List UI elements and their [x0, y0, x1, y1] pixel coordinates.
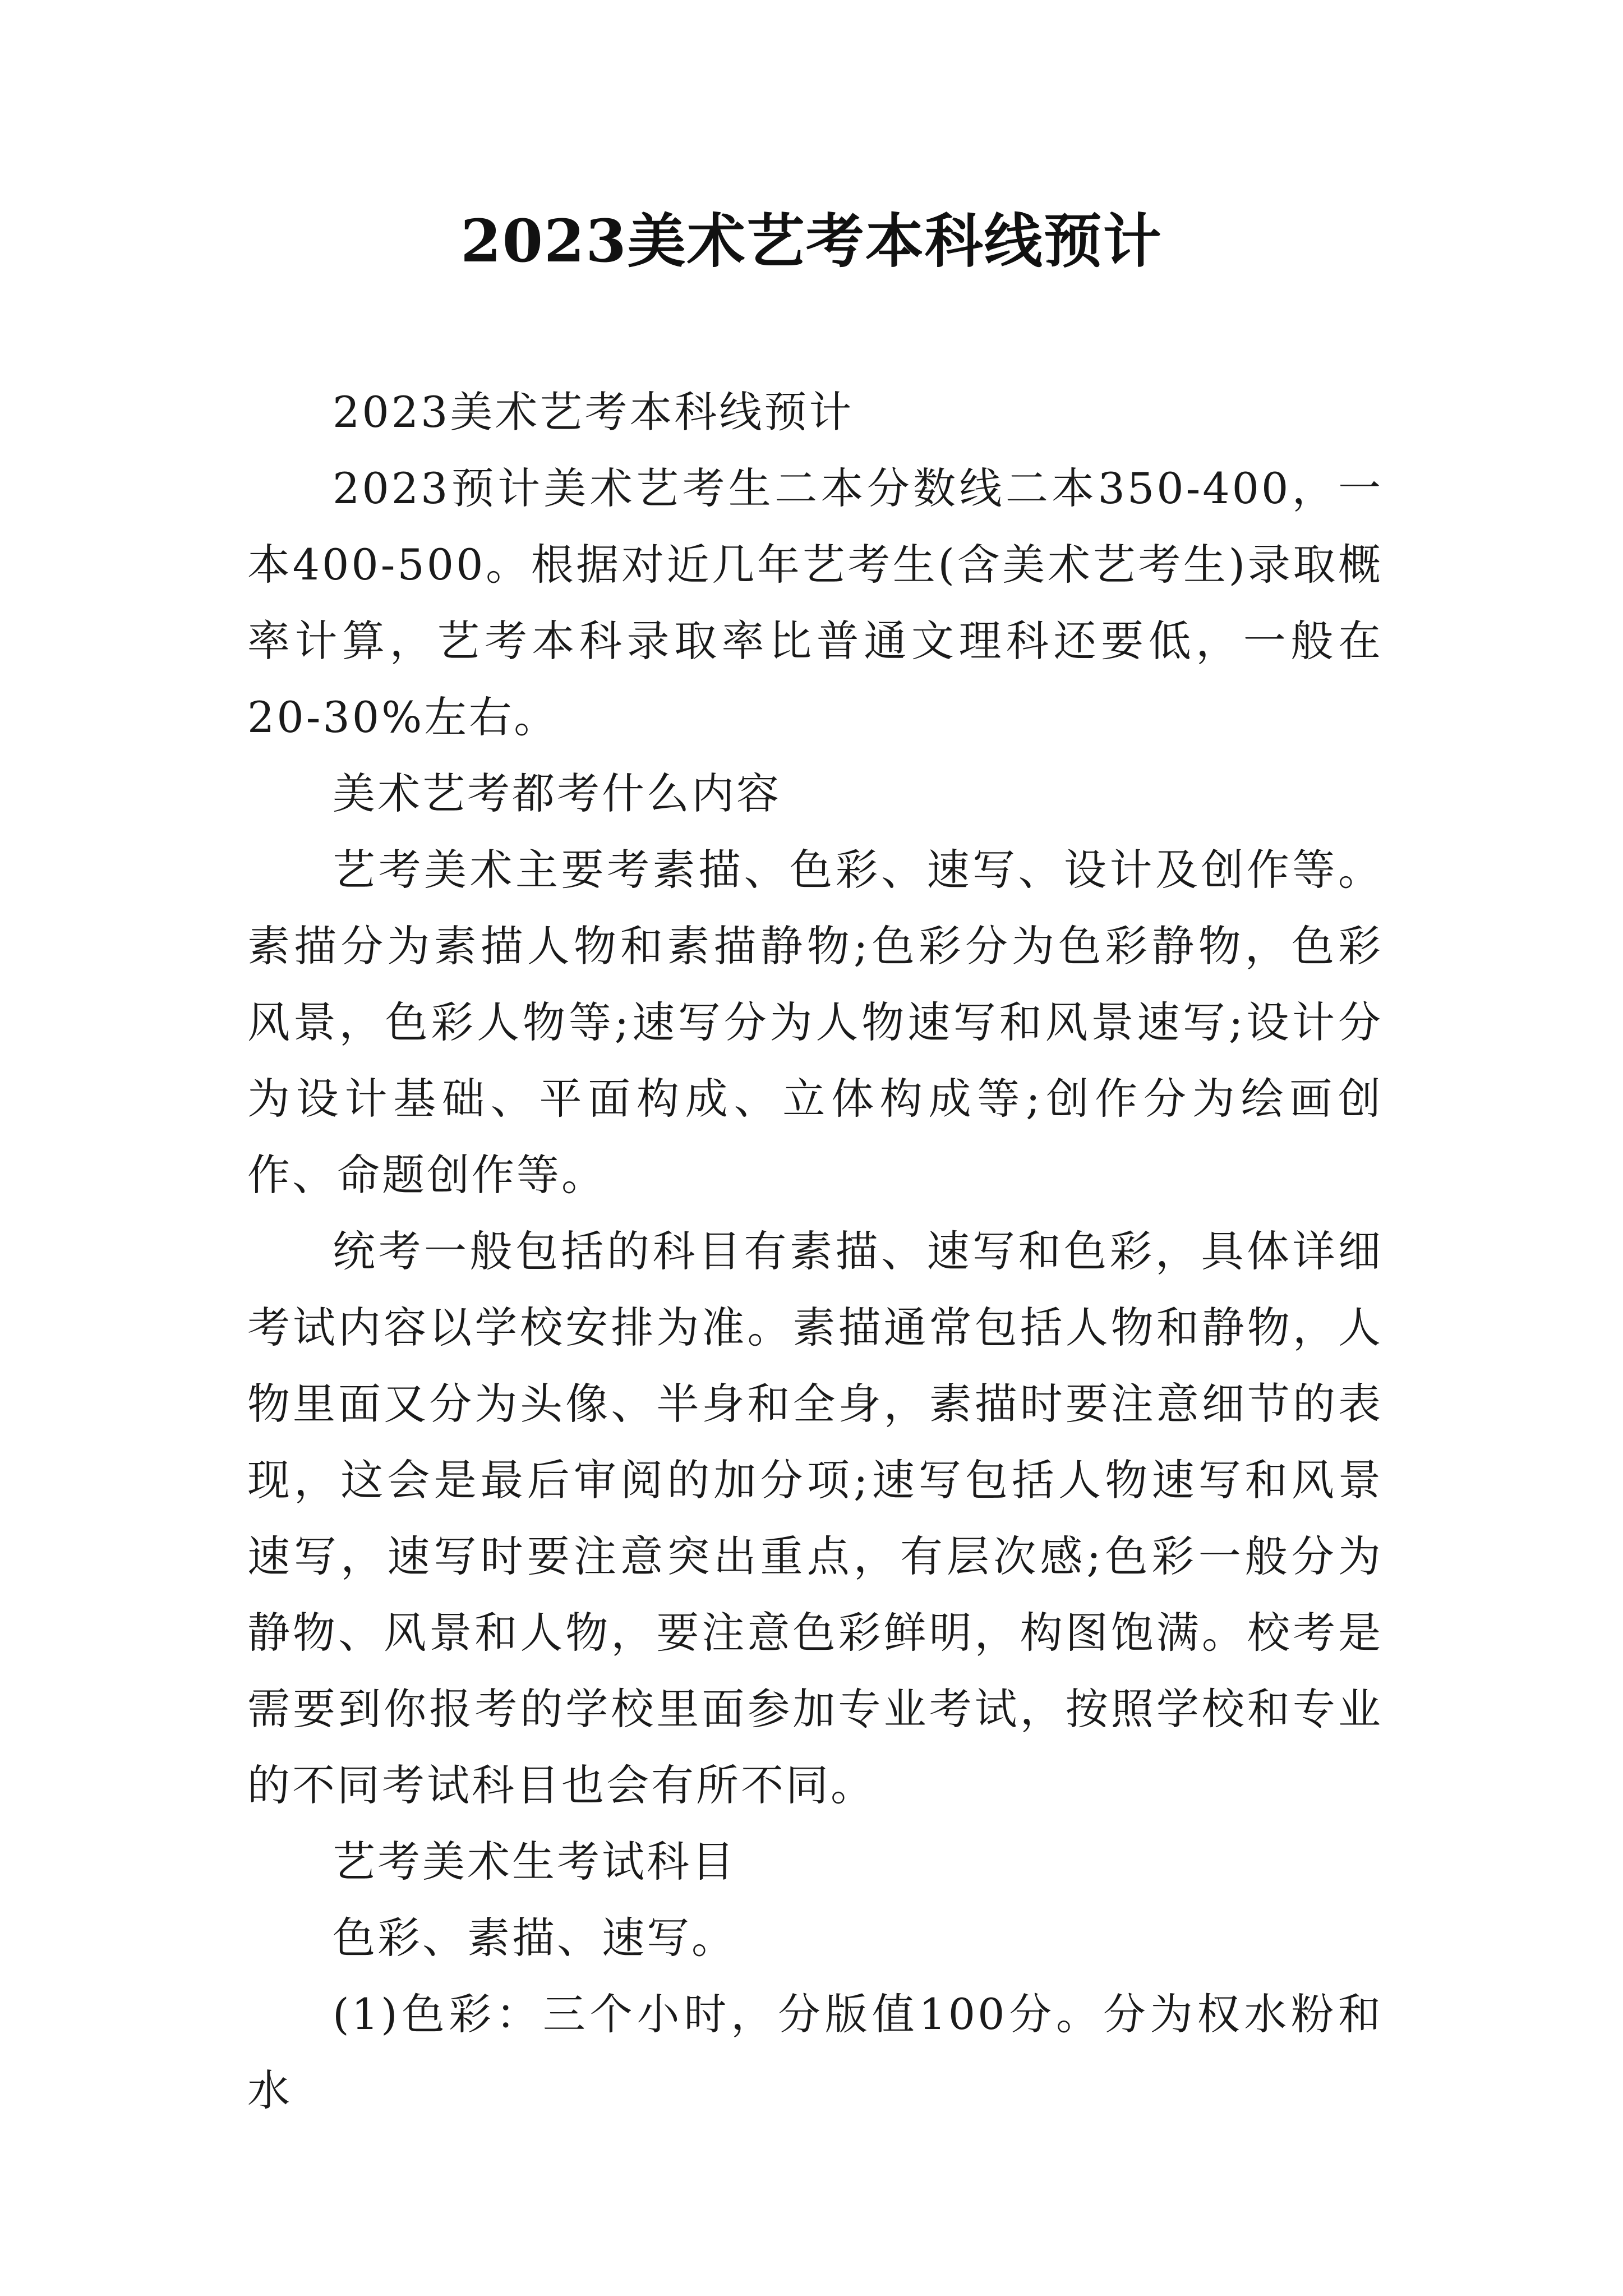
paragraph-subjects-list: 色彩、素描、速写。	[333, 1913, 736, 1963]
paragraph-color-subject: (1)色彩：三个小时，分版值100分。分为权水粉和水	[247, 1989, 1383, 2115]
paragraph-score-estimate: 2023预计美术艺考生二本分数线二本350-400，一本400-500。根据对近几年艺考生(含美术艺考生)录取概率计算，艺考本科录取率比普通文理科还要低，一般在20-30%左右。	[247, 463, 1383, 742]
paragraph-unified-exam: 统考一般包括的科目有素描、速写和色彩，具体详细考试内容以学校安排为准。素描通常包括人物和静物，人物里面又分为头像、半身和全身，素描时要注意细节的表现，这会是最后审阅的加分项;速写包括人物速写和风景速写，速写时要注意突出重点，有层次感;色彩一般分为静物、风景和人物，要注意色彩鲜明，构图饱满。校考是需要到你报考的学校里面参加专业考试，按照学校和专业的不同考试科目也会有所不同。	[247, 1226, 1383, 1810]
paragraph-subtitle: 2023美术艺考本科线预计	[333, 387, 854, 437]
paragraph-heading-exam-content: 美术艺考都考什么内容	[333, 769, 781, 818]
document-body	[247, 374, 1383, 2129]
paragraph-heading-exam-subjects: 艺考美术生考试科目	[333, 1837, 736, 1887]
document-title: 2023美术艺考本科线预计	[460, 206, 1163, 275]
paragraph-exam-content: 艺考美术主要考素描、色彩、速写、设计及创作等。素描分为素描人物和素描静物;色彩分为色彩静物，色彩风景，色彩人物等;速写分为人物速写和风景速写;设计分为设计基础、平面构成、立体构成等;创作分为绘画创作、命题创作等。	[247, 845, 1383, 1200]
